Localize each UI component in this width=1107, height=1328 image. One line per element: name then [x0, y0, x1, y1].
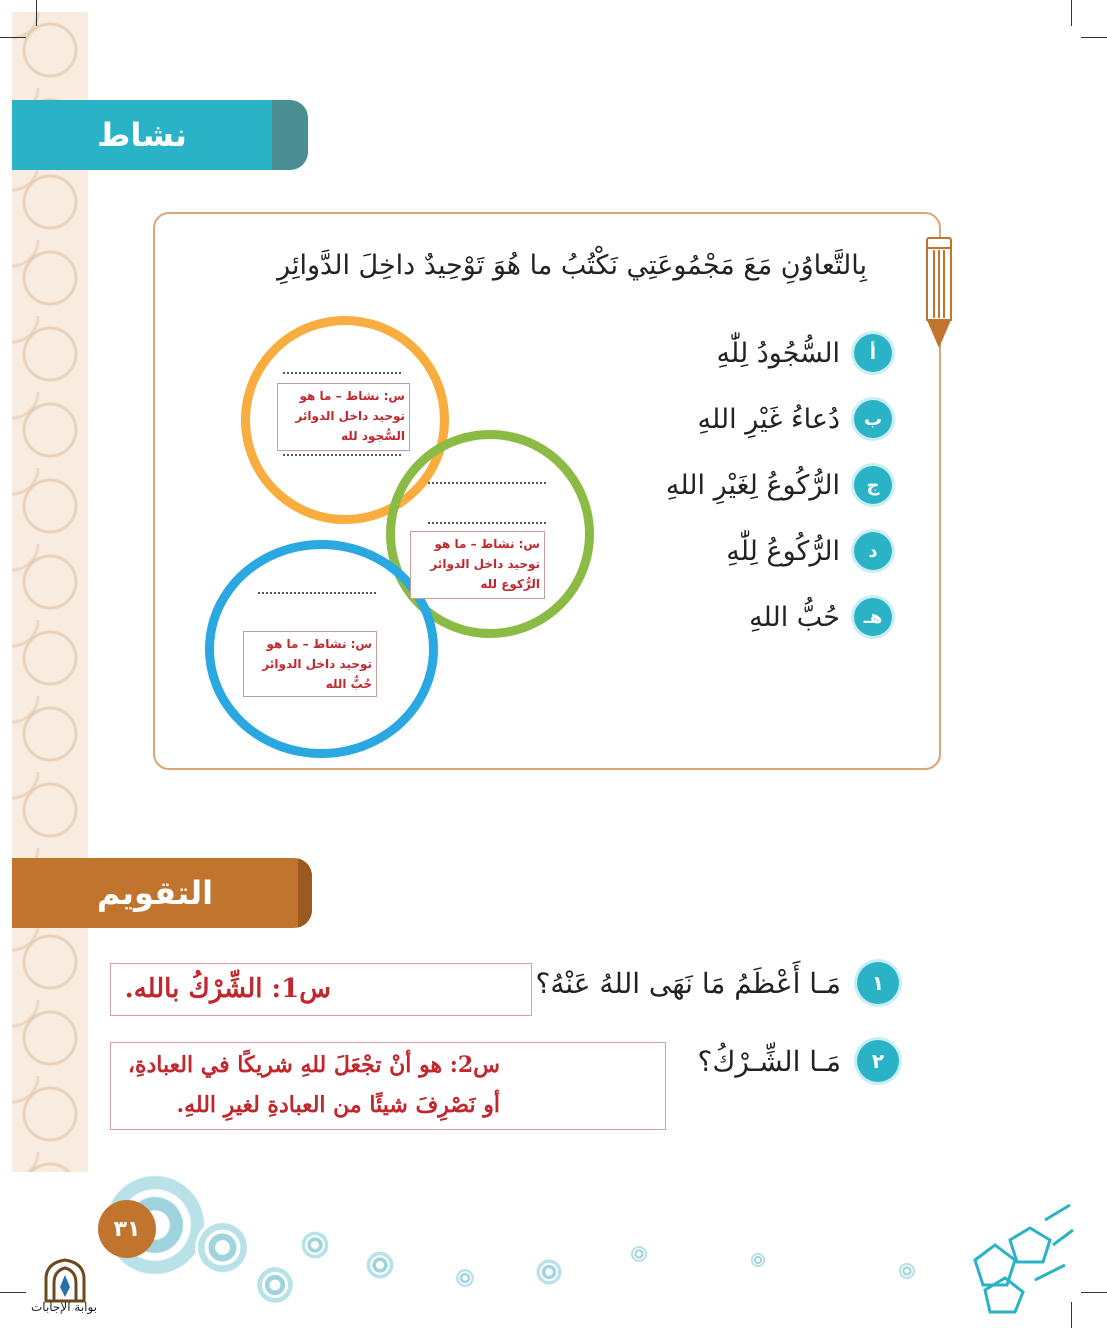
decorative-rosette — [455, 1268, 475, 1288]
activity-instruction: بِالتَّعاوُنِ مَعَ مَجْمُوعَتِي نَكْتُبُ ما هُوَ تَوْحِيدٌ داخِلَ الدَّوائِرِ — [277, 250, 867, 281]
option-letter-badge: هـ — [854, 598, 892, 636]
note-line: حُبُّ الله — [325, 677, 372, 691]
question-number-badge: ٢ — [857, 1040, 899, 1082]
writing-line — [258, 592, 376, 594]
question-2 — [697, 1040, 899, 1082]
note-line: س: نشاط – ما هو — [299, 389, 405, 403]
crop-mark — [0, 1292, 26, 1293]
green-circle-note — [410, 531, 545, 599]
question-1 — [535, 962, 899, 1004]
note-line: توحيد داخل الدوائر — [430, 557, 540, 571]
orange-circle-note — [277, 383, 410, 451]
note-line: س: نشاط – ما هو — [434, 537, 540, 551]
option-d — [726, 531, 892, 571]
option-text: السُّجُودُ لِلّٰهِ — [716, 337, 840, 369]
option-letter-badge: ب — [854, 400, 892, 438]
decorative-rosette — [365, 1250, 395, 1280]
option-text: الرُّكُوعُ لِلّٰهِ — [726, 535, 840, 567]
writing-line — [283, 372, 401, 374]
blue-circle-note — [243, 631, 377, 697]
answers-gate-logo-icon — [40, 1257, 90, 1303]
answer-box-1: س1: الشِّرْكُ بالله. — [110, 963, 532, 1016]
note-line: توحيد داخل الدوائر — [295, 409, 405, 423]
writing-line — [283, 454, 401, 456]
answer-line: س2: هو أنْ تجْعَلَ للهِ شريكًا في العبادةِ، — [127, 1052, 500, 1078]
logo-caption: بوابة الإجابات — [30, 1300, 97, 1314]
note-line: السُّجود لله — [340, 429, 405, 443]
option-c — [666, 465, 892, 505]
note-line: الرُّكوع لله — [480, 577, 540, 591]
banner-shade — [298, 858, 312, 928]
option-text: دُعاءُ غَيْرِ اللهِ — [697, 403, 840, 435]
decorative-rosette — [630, 1245, 648, 1263]
activity-heading: نشاط — [97, 116, 187, 154]
decorative-rosette — [300, 1230, 330, 1260]
option-text: الرُّكُوعُ لِغَيْرِ اللهِ — [665, 469, 840, 501]
option-text: حُبُّ اللهِ — [749, 601, 840, 633]
note-line: توحيد داخل الدوائر — [262, 657, 372, 671]
option-letter-badge: د — [854, 532, 892, 570]
decorative-side-pattern — [12, 12, 88, 1172]
activity-banner — [12, 100, 308, 170]
answer-line: أو نَصْرِفَ شيئًا من العبادةِ لغيرِ اللهِ. — [176, 1092, 500, 1118]
decorative-rosette — [898, 1262, 916, 1280]
decorative-rosette — [535, 1258, 563, 1286]
note-line: س: نشاط – ما هو — [266, 637, 372, 651]
question-number-badge: ١ — [857, 962, 899, 1004]
decorative-rosette — [195, 1220, 250, 1275]
crop-mark — [1081, 1292, 1107, 1293]
option-e — [749, 597, 892, 637]
answer-box-2 — [110, 1042, 666, 1130]
geometric-pattern-icon — [965, 1200, 1075, 1315]
writing-line — [428, 522, 546, 524]
banner-shade — [272, 100, 308, 170]
option-letter-badge: ج — [854, 466, 892, 504]
crop-mark — [1071, 0, 1072, 26]
decorative-rosette — [750, 1252, 766, 1268]
page-number: ٣١ — [98, 1200, 156, 1258]
option-a — [717, 333, 892, 373]
option-b — [697, 399, 892, 439]
question-text: مَـا الشِّـرْكُ؟ — [697, 1044, 841, 1078]
crop-mark — [0, 37, 26, 38]
crop-mark — [1081, 37, 1107, 38]
crop-mark — [36, 0, 37, 26]
option-letter-badge: أ — [854, 334, 892, 372]
question-text: مَـا أَعْظَمُ مَا نَهَى اللهُ عَنْهُ؟ — [535, 966, 841, 1000]
evaluation-banner — [12, 858, 312, 928]
decorative-rosette — [255, 1265, 295, 1305]
writing-line — [428, 482, 546, 484]
pencil-icon — [924, 236, 954, 351]
evaluation-heading: التقويم — [96, 874, 214, 912]
